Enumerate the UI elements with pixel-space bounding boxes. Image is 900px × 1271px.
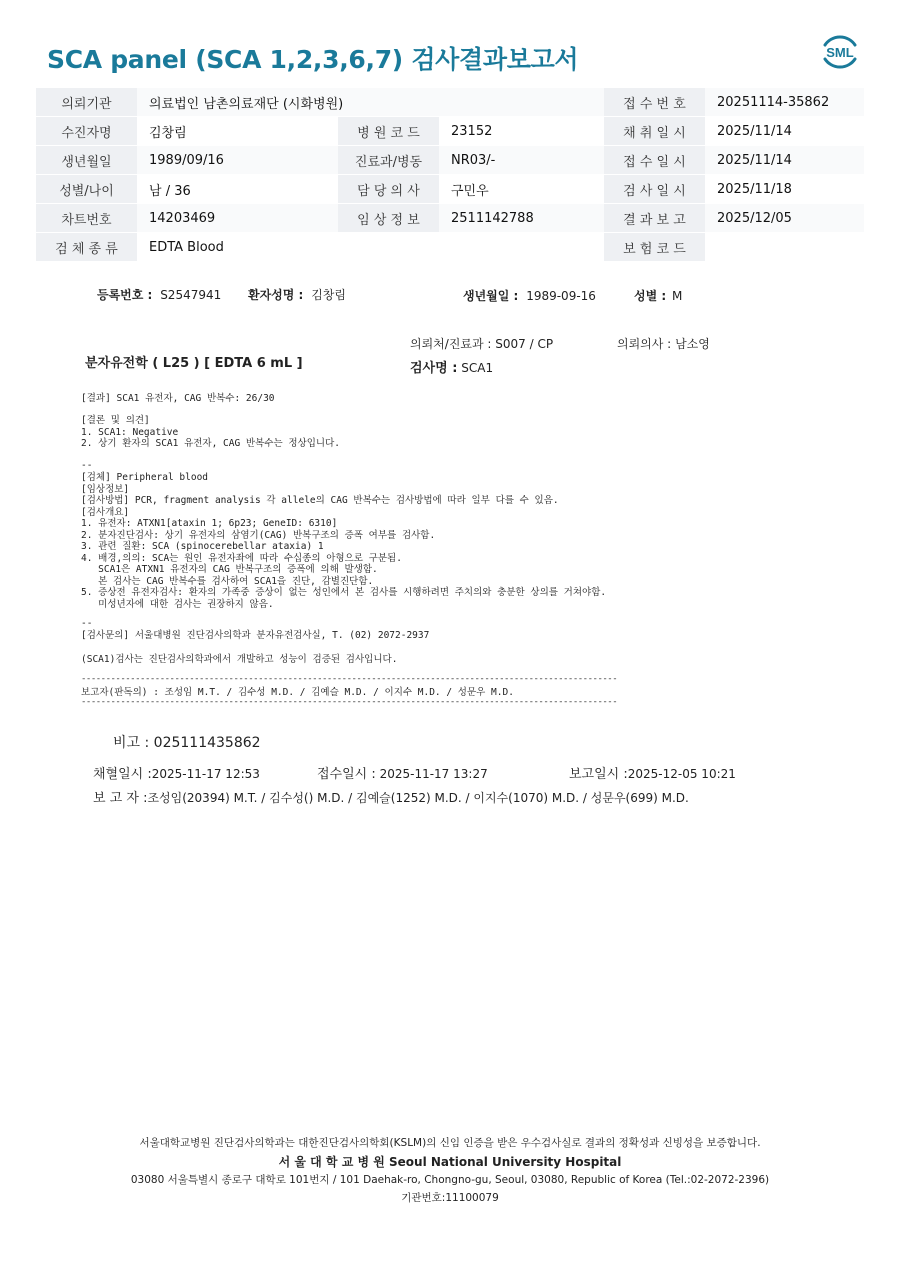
info-value: 김창림	[137, 117, 338, 146]
name-value: 김창림	[311, 288, 346, 302]
info-value: 의료법인 남촌의료재단 (시화병원)	[137, 88, 604, 117]
reg-label: 등록번호 :	[97, 288, 153, 302]
inquiry-line: [검사문의] 서울대병원 진단검사의학과 분자유전검사실, T. (02) 2072-2937	[81, 630, 430, 641]
result-line: [결과] SCA1 유전자, CAG 반복수: 26/30	[81, 393, 275, 404]
sex-value: M	[672, 289, 683, 303]
info-value: 2025/11/18	[705, 175, 864, 204]
doctor-line	[617, 335, 710, 352]
requester-line	[410, 335, 553, 352]
info-value: EDTA Blood	[137, 233, 604, 262]
separator: --	[81, 460, 93, 471]
info-value: 남 / 36	[137, 175, 338, 204]
reg-value: S2547941	[160, 288, 222, 302]
collect-time-line	[93, 763, 260, 782]
hospital-name: 서 울 대 학 교 병 원 Seoul National University Hospital	[278, 1155, 622, 1169]
receive-value: 2025-11-17 13:27	[379, 767, 488, 781]
info-row	[36, 146, 864, 175]
validation-line: (SCA1)검사는 진단검사의학과에서 개발하고 성능이 검증된 검사입니다.	[81, 654, 398, 665]
separator: --	[81, 618, 93, 629]
reporters-line: 보고자(판독의) : 조성임 M.T. / 김수성 M.D. / 김예슬 M.D. / 이지수 M.D. / 성문우 M.D.	[81, 687, 514, 698]
info-value: 2025/12/05	[705, 204, 864, 233]
info-row	[36, 204, 864, 233]
report-title: SCA panel (SCA 1,2,3,6,7) 검사결과보고서	[47, 45, 579, 74]
info-label: 생년월일	[36, 146, 137, 175]
test-label: 검사명 :	[410, 361, 458, 376]
certification-text: 서울대학교병원 진단검사의학과는 대한진단검사의학회(KSLM)의 신임 인증을 받은 우수검사실로 결과의 정확성과 신빙성을 보증합니다.	[139, 1137, 761, 1149]
requester-value: S007 / CP	[495, 337, 554, 351]
info-row	[36, 117, 864, 146]
info-label: 접 수 일 시	[604, 146, 705, 175]
info-label: 차트번호	[36, 204, 137, 233]
reporter-line	[93, 787, 689, 806]
test-name-line	[410, 357, 493, 376]
info-value: 23152	[439, 117, 604, 146]
info-value: NR03/-	[439, 146, 604, 175]
registration-line	[97, 286, 221, 303]
info-label: 임 상 정 보	[338, 204, 439, 233]
requester-label: 의뢰처/진료과 :	[410, 337, 492, 351]
info-value: 2025/11/14	[705, 146, 864, 175]
info-label: 성별/나이	[36, 175, 137, 204]
info-value: 20251114-35862	[705, 88, 864, 117]
sex-line	[634, 287, 682, 304]
info-label: 검 체 종 류	[36, 233, 137, 262]
conclusion-block: [결론 및 의견] 1. SCA1: Negative 2. 상기 환자의 SCA1 유전자, CAG 반복수는 정상입니다.	[81, 415, 340, 449]
report-label: 보고일시 :	[569, 767, 628, 782]
info-label: 담 당 의 사	[338, 175, 439, 204]
info-label: 보 험 코 드	[604, 233, 705, 262]
info-label: 수진자명	[36, 117, 137, 146]
info-value	[705, 233, 864, 262]
dash-divider: -------------------------------------------------------------------------------------------------------------	[81, 697, 618, 707]
info-row	[36, 88, 864, 117]
info-value: 2511142788	[439, 204, 604, 233]
collect-value: 2025-11-17 12:53	[151, 767, 260, 781]
info-value: 구민우	[439, 175, 604, 204]
info-label: 진료과/병동	[338, 146, 439, 175]
reporter-value: 조성임(20394) M.T. / 김수성() M.D. / 김예슬(1252) M.D. / 이지수(1070) M.D. / 성문우(699) M.D.	[147, 791, 689, 805]
svg-text:SML: SML	[826, 45, 854, 60]
report-value: 2025-12-05 10:21	[627, 767, 736, 781]
doctor-label: 의뢰의사 :	[617, 337, 672, 351]
info-value: 14203469	[137, 204, 338, 233]
test-value: SCA1	[461, 361, 494, 375]
institution-number: 기관번호:11100079	[401, 1192, 499, 1204]
hospital-address: 03080 서울특별시 종로구 대학로 101번지 / 101 Daehak-ro, Chongno-gu, Seoul, 03080, Republic of Korea (Tel.:02-2072-2396)	[130, 1174, 770, 1186]
note-label: 비고 :	[113, 735, 150, 751]
patient-info-table	[36, 88, 864, 262]
sml-logo	[818, 30, 862, 74]
info-label: 채 취 일 시	[604, 117, 705, 146]
sex-label: 성별 :	[634, 289, 667, 303]
birth-value: 1989-09-16	[526, 289, 596, 303]
info-label: 병 원 코 드	[338, 117, 439, 146]
info-label: 검 사 일 시	[604, 175, 705, 204]
info-row	[36, 175, 864, 204]
specimen-method-block: [검체] Peripheral blood [임상정보] [검사방법] PCR, fragment analysis 각 allele의 CAG 반복수는 검사방법에 따라 일부 다를 수 있음. [검사개요] 1. 유전자: ATXN1[ataxin 1; 6p23; GeneID: 6310] 2. 분자진단검사: 상기 유전자의 삼염기(CAG) 반복구조의 증폭 여부를 검사함. 3. 관련 질환: SCA (spinocerebellar ataxia) 1 4. 배경,의의: SCA는 원인 유전자좌에 따라 수십종의 아형으로 구분됨. SCA1은 ATXN1 유전자의 CAG 반복구조의 증폭에 의해 발생함. 본 검사는 CAG 반복수를 검사하여 SCA1을 진단, 감별진단함. 5. 증상전 유전자검사: 환자의 가족중 증상이 없는 성인에서 본 검사를 시행하려면 주치의와 충분한 상의를 거쳐야함. 미성년자에 대한 검사는 권장하지 않음.	[81, 472, 607, 610]
report-time-line	[569, 763, 736, 782]
patient-name-line	[248, 286, 346, 303]
receive-time-line	[317, 763, 488, 782]
birth-label: 생년월일 :	[463, 289, 519, 303]
dash-divider: -------------------------------------------------------------------------------------------------------------	[81, 674, 618, 684]
info-label: 접 수 번 호	[604, 88, 705, 117]
info-value: 2025/11/14	[705, 117, 864, 146]
doctor-value: 남소영	[675, 337, 710, 351]
info-value: 1989/09/16	[137, 146, 338, 175]
reporter-label: 보 고 자 :	[93, 791, 148, 806]
info-row	[36, 233, 864, 262]
info-label: 의뢰기관	[36, 88, 137, 117]
birth-line	[463, 287, 596, 304]
info-label: 결 과 보 고	[604, 204, 705, 233]
collect-label: 채혈일시 :	[93, 767, 152, 782]
receive-label: 접수일시 :	[317, 767, 376, 782]
department-title: 분자유전학 ( L25 ) [ EDTA 6 mL ]	[85, 356, 303, 371]
name-label: 환자성명 :	[248, 288, 304, 302]
note-line	[113, 732, 261, 752]
note-value: 025111435862	[153, 735, 261, 751]
